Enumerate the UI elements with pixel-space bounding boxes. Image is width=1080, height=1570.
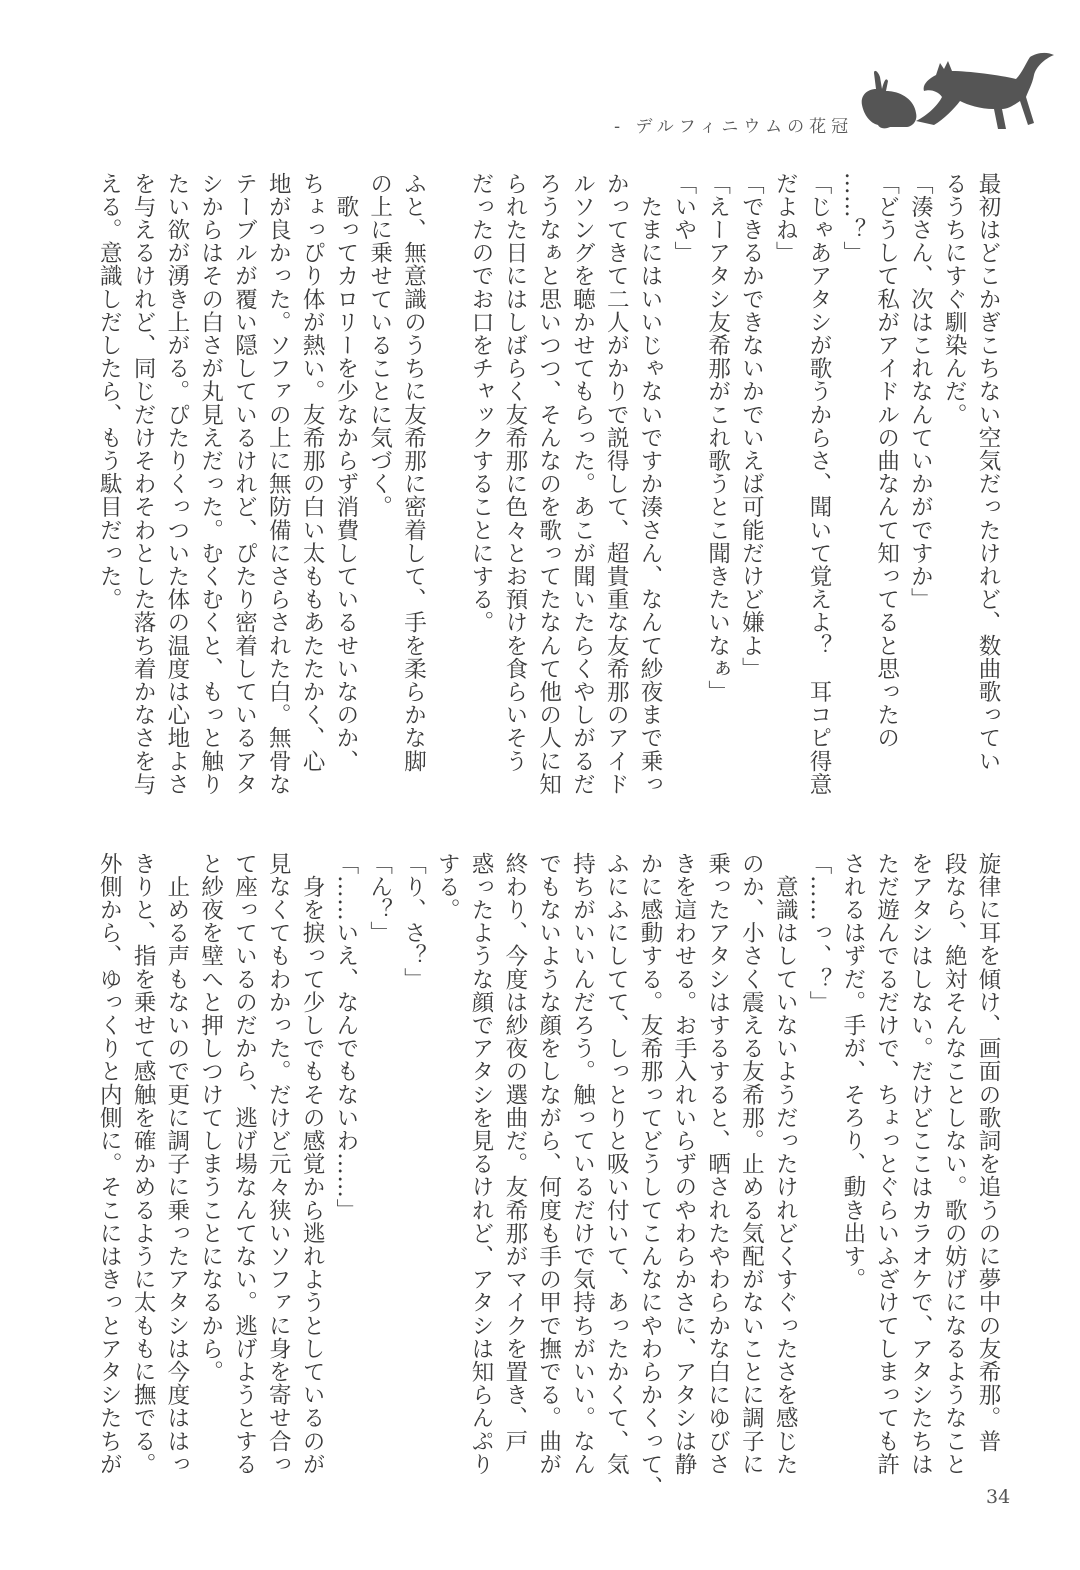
rabbit-and-wolf-emblem-icon <box>850 45 1060 137</box>
text-column: 持ちがいいんだろう。触っているだけで気持ちがいい。なん <box>569 852 596 1476</box>
text-column: 身を捩って少しでもその感覚から逃れようとしているのが <box>299 852 326 1476</box>
text-column: 「……いえ、なんでもないわ……」 <box>332 852 359 1222</box>
text-column: きを這わせる。お手入れいらずのやわらかさに、アタシは静 <box>670 852 697 1476</box>
text-column: でもないような顔をしながら、何度も手の甲で撫でる。曲が <box>535 852 562 1476</box>
text-column: だよね」 <box>772 172 799 265</box>
text-column: かに感動する。友希那ってどうしてこんなにやわらかくって、 <box>637 852 664 1499</box>
text-column: ろうなぁと思いつつ、そんなのを歌ってたなんて他の人に知 <box>535 172 562 796</box>
text-column: える。意識しだしたら、もう駄目だった。 <box>96 172 123 611</box>
text-column: と紗夜を壁へと押しつけてしまうことになるから。 <box>197 852 224 1384</box>
text-column: されるはずだ。手が、そろり、動き出す。 <box>839 852 866 1291</box>
text-column <box>429 172 463 772</box>
text-column: て座っているのだから、逃げ場なんてない。逃げようとする <box>231 852 258 1476</box>
lower-text-block <box>91 852 1004 1499</box>
text-column: られた日にはしばらく友希那に色々とお預けを食らいそう <box>501 172 528 773</box>
text-column: ただ遊んでるだけで、ちょっとぐらいふざけてしまっても許 <box>873 852 900 1476</box>
text-column: 外側から、ゆっくりと内側に。そこにはきっとアタシたちが <box>96 852 123 1476</box>
text-column: かってきて二人がかりで説得して、超貴重な友希那のアイド <box>603 172 630 796</box>
text-column: 旋律に耳を傾け、画面の歌詞を追うのに夢中の友希那。普 <box>975 852 1001 1453</box>
text-column: 「……っ、？」 <box>806 852 833 1014</box>
text-column: だったのでお口をチャックすることにする。 <box>468 172 495 634</box>
text-column: シからはその白さが丸見えだった。むくむくと、もっと触り <box>197 172 224 796</box>
text-column: 「えーアタシ友希那がこれ歌うとこ聞きたいなぁ」 <box>704 172 731 704</box>
text-column: 惑ったような顔でアタシを見るけれど、アタシは知らんぷり <box>468 852 495 1476</box>
text-column: を与えるけれど、同じだけそわそわとした落ち着かなさを与 <box>130 172 157 796</box>
text-column: のか、小さく震える友希那。止める気配がないことに調子に <box>738 852 765 1476</box>
text-column: をアタシはしない。だけどここはカラオケで、アタシたちは <box>907 852 934 1476</box>
text-column: 歌ってカロリーを少なからず消費しているせいなのか、 <box>332 172 359 773</box>
text-column: ふにふにしてて、しっとりと吸い付いて、あったかくて、気 <box>603 852 630 1476</box>
text-column: ふと、無意識のうちに友希那に密着して、手を柔らかな脚 <box>400 172 427 773</box>
text-column: るうちにすぐ馴染んだ。 <box>941 172 968 427</box>
wolf-icon <box>916 53 1054 129</box>
text-column: たまにはいいじゃないですか湊さん、なんて紗夜まで乗っ <box>637 172 664 796</box>
text-column: 「できるかできないかでいえば可能だけど嫌よ」 <box>738 172 765 681</box>
text-column: 地が良かった。ソファの上に無防備にさらされた白。無骨な <box>265 172 292 796</box>
chapter-title: - デルフィニウムの花冠 <box>614 117 854 137</box>
text-column: 最初はどこかぎこちない空気だったけれど、数曲歌ってい <box>975 172 1001 773</box>
text-column: ちょっぴり体が熱い。友希那の白い太ももあたたかく、心 <box>299 172 326 773</box>
text-column: 「いや」 <box>670 172 697 265</box>
text-column: 「どうして私がアイドルの曲なんて知ってると思ったの <box>873 172 900 750</box>
text-column: 終わり、今度は紗夜の選曲だ。友希那がマイクを置き、戸 <box>501 852 528 1453</box>
text-column: ……？」 <box>839 172 866 265</box>
text-column: 意識はしていないようだったけれどくすぐったさを感じた <box>772 852 799 1476</box>
text-column: ルソングを聴かせてもらった。あこが聞いたらくやしがるだ <box>569 172 596 796</box>
text-column: する。 <box>434 852 461 922</box>
text-column: 「ん？」 <box>366 852 393 945</box>
text-column: 段なら、絶対そんなことしない。歌の妨げになるようなこと <box>941 852 968 1476</box>
page-number: 34 <box>986 1486 1011 1508</box>
text-column: 止める声もないので更に調子に乗ったアタシは今度ははっ <box>163 852 190 1476</box>
text-column: テーブルが覆い隠しているけれど、ぴたり密着しているアタ <box>231 172 258 796</box>
text-column: の上に乗せていることに気づく。 <box>366 172 393 519</box>
text-column: たい欲が湧き上がる。ぴたりくっついた体の温度は心地よさ <box>163 172 190 796</box>
upper-text-block <box>91 172 1004 796</box>
text-column: きりと、指を乗せて感触を確かめるように太ももに撫でる。 <box>130 852 157 1476</box>
text-column: 見なくてもわかった。だけど元々狭いソファに身を寄せ合っ <box>265 852 292 1476</box>
text-column: 「り、さ？」 <box>400 852 427 991</box>
rabbit-icon <box>862 71 917 128</box>
text-column: 乗ったアタシはするすると、晒されたやわらかな白にゆびさ <box>704 852 731 1476</box>
text-column: 「じゃあアタシが歌うからさ、聞いて覚えよ？ 耳コピ得意 <box>806 172 833 796</box>
text-column: 「湊さん、次はこれなんていかがですか」 <box>907 172 934 611</box>
